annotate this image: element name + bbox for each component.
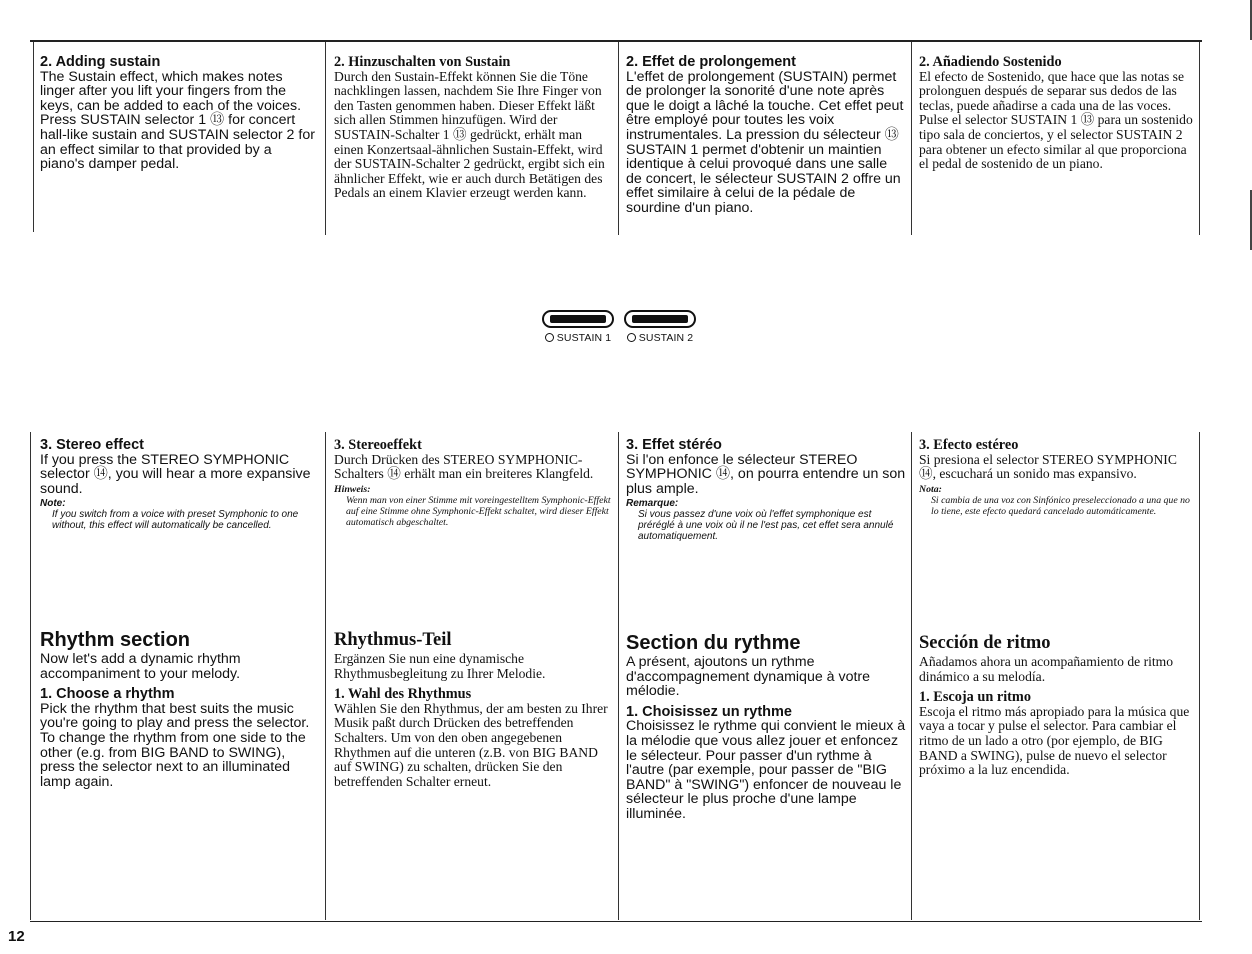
divider (618, 42, 619, 235)
section-body: El efecto de Sostenido, que hace que las notas se prolonguen después de separar sus dedos de las teclas, puede añadirse a cada una de las voces. Pulse el selector SUSTAIN 1 ⑬ para un sostenido tipo sala de conciertos, y el selector SUSTAIN 2 para obtener un efecto similar al que proporciona el pedal de sostenido de un piano. (919, 68, 1193, 172)
section-heading: 2. Adding sustain (40, 55, 161, 70)
section-heading: 3. Stereo effect (40, 438, 144, 453)
sustain1-label-row (540, 332, 616, 344)
section-heading: 3. Effet stéréo (626, 438, 722, 453)
note-label: Note: (40, 498, 66, 510)
section-body: Durch den Sustain-Effekt können Sie die Töne nachklingen lassen, nachdem Sie Ihre Finger von den Tasten genommen haben. Dieser Effekt läßt sich allen Stimmen hinzufügen. Wird der SUSTAIN-Schalter 1 ⑬ gedrückt, erhält man einen Konzertsaal-ähnlichen Sustain-Effekt, wird der SUSTAIN-Schalter 2 gedrückt, ergibt sich ein ähnlicher Effekt, wie er auch durch Betätigen des Pedals an einem Klavier erzeugt werden kann. (334, 68, 605, 201)
section-heading: 1. Choose a rhythm (40, 686, 175, 703)
sustain-fr (626, 55, 906, 216)
lamp-icon (627, 333, 636, 342)
note-body: Si vous passez d'une voix où l'effet symphonique est préréglé à une voix où il ne l'est pas, cet effet sera annulé automatiquement. (638, 509, 894, 543)
divider (1199, 432, 1200, 920)
section-body: Choisissez le rythme qui convient le mieux à la mélodie que vous allez jouer et enfoncez le sélecteur. Pour passer d'un rythme à l'autre (par exemple, pour passer de "BIG BAND" à "SWING") enfoncer de nouveau le sélecteur le plus proche d'une lampe illuminée. (626, 718, 906, 822)
section-body: Durch Drücken des STEREO SYMPHONIC-Schalters ⑭ erhält man ein breiteres Klangfeld. (334, 451, 594, 482)
top-rule (30, 40, 1202, 42)
lamp-icon (545, 333, 554, 342)
divider (911, 42, 912, 235)
section-title: Sección de ritmo (919, 633, 1051, 653)
sustain2-button-illustration (622, 310, 698, 344)
section-title: Section du rythme (626, 632, 801, 654)
note-label: Nota: (919, 483, 942, 495)
section-body: If you press the STEREO SYMPHONIC selector ⑭, you will hear a more expansive sound. (40, 451, 311, 497)
note-label: Remarque: (626, 498, 679, 510)
sustain1-label: SUSTAIN 1 (556, 332, 612, 344)
section-heading: 2. Effet de prolongement (626, 55, 796, 70)
divider (30, 432, 31, 920)
section-heading: 1. Escoja un ritmo (919, 689, 1031, 706)
divider (911, 432, 912, 920)
divider (325, 432, 326, 920)
section-intro: Añadamos ahora un acompañamiento de ritmo dinámico a su melodía. (919, 654, 1174, 684)
section-heading: 3. Efecto estéreo (919, 438, 1019, 453)
section-body: Pick the rhythm that best suits the music you're going to play and press the selector. To change the rhythm from one side to the other (e.g. from BIG BAND to SWING), press the selector next to an illuminated lamp again. (40, 700, 310, 790)
section-body: Si l'on enfonce le sélecteur STEREO SYMPHONIC ⑭, on pourra entendre un son plus ample. (626, 451, 906, 497)
note-body: Si cambia de una voz con Sinfónico preseleccionado a una que no lo tiene, este efecto quedará cancelado automáticamente. (931, 494, 1190, 517)
section-body: L'effet de prolongement (SUSTAIN) permet de prolonger la sonorité d'une note après que le doigt a lâché la touche. Cet effet peut être employé pour toutes les voix instrumentales. La pression du sélecteur ⑬ SUSTAIN 1 permet d'obtenir un maintien identique à celui provoqué dans une salle de concert, le sélecteur SUSTAIN 2 offre un effet similaire à celui de la pédale de sourdine d'un piano. (626, 68, 904, 216)
section-body: Escoja el ritmo más apropiado para la música que vaya a tocar y pulse el selector. Para cambiar el ritmo de un lado a otro (por ejemplo, de BIG BAND a SWING), pulse de nuevo el selector próximo a la luz encendida. (919, 703, 1190, 778)
sustain-es (919, 55, 1195, 172)
rhythm-es (919, 631, 1195, 778)
section-heading: 2. Añadiendo Sostenido (919, 55, 1062, 70)
stereo-es (919, 438, 1195, 517)
section-heading: 1. Choisissez un rythme (626, 703, 792, 720)
rhythm-en (40, 628, 318, 789)
note-body: Wenn man von einer Stimme mit voreingestelltem Symphonic-Effekt auf eine Stimme ohne Symphonic-Effekt schaltet, wird dieser Effekt automatisch abgeschaltet. (346, 494, 611, 528)
sustain1-button-shape (542, 310, 614, 328)
page-number: 12 (8, 928, 25, 945)
section-intro: A présent, ajoutons un rythme d'accompagnement dynamique à votre mélodie. (626, 654, 871, 700)
stereo-en (40, 438, 318, 531)
section-heading: 2. Hinzuschalten von Sustain (334, 55, 511, 70)
section-title: Rhythmus-Teil (334, 630, 452, 650)
section-heading: 1. Wahl des Rhythmus (334, 686, 472, 703)
sustain2-label: SUSTAIN 2 (638, 332, 694, 344)
stereo-de (334, 438, 612, 528)
stereo-fr (626, 438, 906, 542)
note-label: Hinweis: (334, 483, 371, 495)
sustain-de (334, 55, 612, 201)
divider (33, 42, 34, 232)
section-body: Si presiona el selector STEREO SYMPHONIC ⑭, escuchará un sonido mas expansivo. (919, 451, 1177, 482)
section-intro: Ergänzen Sie nun eine dynamische Rhythmusbegleitung zu Ihrer Melodie. (334, 651, 546, 681)
section-body: Wählen Sie den Rhythmus, der am besten zu Ihrer Musik paßt durch Drücken des betreffenden Schalters. Um von den oben angegebenen Rhythmen auf die unteren (z.B. von BIG BAND auf SWING) zu schalten, drücken Sie den betreffenden Schalter erneut. (334, 700, 608, 789)
rhythm-fr (626, 631, 906, 822)
divider (618, 432, 619, 920)
note-body: If you switch from a voice with preset Symphonic to one without, this effect will automatically be cancelled. (52, 509, 299, 532)
section-intro: Now let's add a dynamic rhythm accompaniment to your melody. (40, 651, 241, 682)
rhythm-de (334, 628, 612, 789)
sustain-en (40, 55, 318, 172)
sustain2-button-shape (624, 310, 696, 328)
divider (1199, 42, 1200, 235)
sustain1-button-illustration (540, 310, 616, 344)
section-title: Rhythm section (40, 629, 191, 651)
section-heading: 3. Stereoeffekt (334, 438, 422, 453)
section-body: The Sustain effect, which makes notes linger after you lift your fingers from the keys, can be added to each of the voices. Press SUSTAIN selector 1 ⑬ for concert hall-like sustain and SUSTAIN selector 2 for an effect similar to that provided by a piano's damper pedal. (40, 68, 315, 172)
bottom-rule (30, 921, 1202, 922)
divider (325, 42, 326, 235)
sustain2-label-row (622, 332, 698, 344)
